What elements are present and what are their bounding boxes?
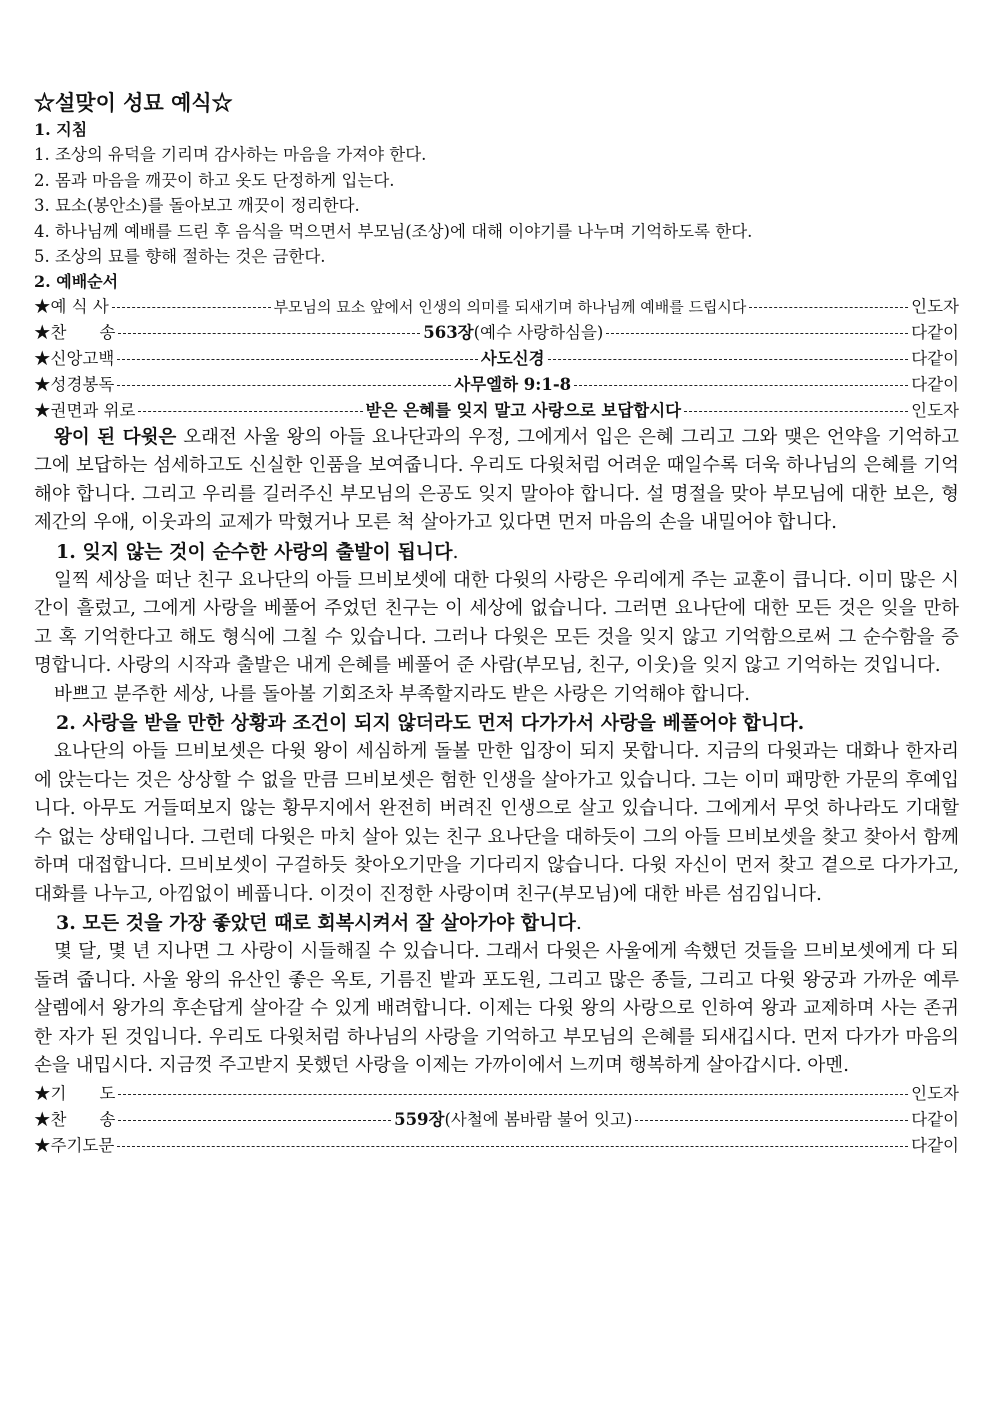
order-row-lords-prayer [34, 1133, 959, 1159]
dash-leader [118, 1094, 908, 1095]
order-leader: 다같이 [911, 1135, 959, 1155]
scripture-reference: 사무엘하 9:1-8 [454, 374, 572, 394]
order-leader: 다같이 [911, 1109, 960, 1129]
dash-leader [684, 411, 908, 412]
dash-leader [138, 411, 362, 412]
dash-leader [118, 333, 420, 334]
order-label: ★기 도 [34, 1083, 116, 1103]
sermon-point-3-paragraph: 몇 달, 몇 년 지나면 그 사랑이 시들해질 수 있습니다. 그래서 다윗은 사울에게 속했던 것들을 므비보셋에게 다 되돌려 줍니다. 사울 왕의 유산인 좋은 옥토, 기름진 밭과 포도원, 그리고 많은 종들, 그리고 다윗 왕궁과 가까운 예루살렘에서 왕가의 후손답게 살아갈 수 있게 배려합니다. 이제는 다윗 왕의 사랑으로 인하여 왕과 교제하며 사는 존귀한 자가 된 것입니다. 우리도 다윗처럼 하나님의 사랑을 기억하고 부모님의 은혜를 되새깁시다. 먼저 다가가 마음의 손을 내밉시다. 지금껏 주고받지 못했던 사랑을 이제는 가까이에서 느끼며 행복하게 살아갑시다. 아멘. [34, 941, 959, 1076]
dash-leader [574, 385, 908, 386]
order-row-opening [34, 294, 959, 320]
order-row-prayer [34, 1081, 959, 1107]
order-label: ★권면과 위로 [34, 400, 136, 420]
hymn-number: 559장 [394, 1109, 445, 1129]
dash-leader [117, 385, 451, 386]
order-label: ★주기도문 [34, 1135, 115, 1155]
order-row-sermon [34, 398, 959, 424]
sermon-intro-text: 오래전 사울 왕의 아들 요나단과의 우정, 그에게서 입은 은혜 그리고 그와 맺은 언약을 기억하고 그에 보답하는 섬세하고도 신실한 인품을 보여줍니다. 우리도 다윗처럼 어려운 때일수록 더욱 하나님의 은혜를 기억해야 합니다. 그리고 우리를 길러주신 부모님의 은공도 잊지 말아야 합니다. 설 명절을 맞아 부모님에 대한 보은, 형제간의 우애, 이웃과의 교제가 막혔거나 모른 척 살아가고 있다면 먼저 마음의 손을 내밀어야 합니다. [34, 426, 960, 533]
order-row-reading [34, 372, 959, 398]
guideline-item: 2. 몸과 마음을 깨끗이 하고 옷도 단정하게 입는다. [34, 170, 395, 190]
sermon-point-1-paragraph: 일찍 세상을 떠난 친구 요나단의 아들 므비보셋에 대한 다윗의 사랑은 우리에게 주는 교훈이 큽니다. 이미 많은 시간이 흘렀고, 그에게 사랑을 베풀어 주었던 친구는 이 세상에 없습니다. 그러면 요나단에 대한 모든 것은 잊을 만하고 혹 기억한다고 해도 형식에 그칠 수 있습니다. 그러나 다윗은 모든 것을 잊지 않고 기억함으로써 그 순수함을 증명합니다. 사랑의 시작과 출발은 내게 은혜를 베풀어 준 사람(부모님, 친구, 이웃)을 잊지 않고 기억하는 것입니다. [34, 569, 959, 676]
order-heading: 2. 예배순서 [34, 271, 119, 291]
dash-leader [117, 1146, 908, 1147]
hymn-name: (예수 사랑하심을) [473, 322, 604, 342]
dash-leader [606, 333, 908, 334]
order-label: ★성경봉독 [34, 374, 115, 394]
order-label: ★예 식 사 [34, 296, 109, 316]
order-leader: 다같이 [911, 374, 960, 394]
order-label: ★찬 송 [34, 322, 116, 342]
order-item-title: 사도신경 [480, 348, 545, 368]
sermon-intro [34, 424, 959, 538]
order-row-creed [34, 346, 959, 372]
order-description: 부모님의 묘소 앞에서 인생의 의미를 되새기며 하나님께 예배를 드립시다 [273, 297, 747, 316]
order-leader: 다같이 [911, 348, 960, 368]
order-row-hymn-closing [34, 1107, 959, 1133]
guideline-item: 5. 조상의 묘를 향해 절하는 것은 금한다. [34, 247, 326, 266]
sermon-point-1-paragraph: 바쁘고 분주한 세상, 나를 돌아볼 기회조차 부족할지라도 받은 사랑은 기억해야 합니다. [54, 683, 751, 705]
guideline-item: 3. 묘소(봉안소)를 돌아보고 깨끗이 정리한다. [34, 196, 360, 215]
dash-leader [112, 307, 271, 308]
sermon-point-1-title: 1. 잊지 않는 것이 순수한 사랑의 출발이 됩니다. [56, 540, 459, 563]
sermon-point-2-paragraph: 요나단의 아들 므비보셋은 다윗 왕이 세심하게 돌볼 만한 입장이 되지 못합니다. 지금의 다윗과는 대화나 한자리에 앉는다는 것은 상상할 수 없을 만큼 므비보셋은 험한 인생을 살아가고 있습니다. 그는 이미 패망한 가문의 후예입니다. 아무도 거들떠보지 않는 황무지에서 완전히 버려진 인생으로 살고 있습니다. 그에게서 무엇 하나라도 기대할 수 없는 상태입니다. 그런데 다윗은 마치 살아 있는 친구 요나단을 대하듯이 그의 아들 므비보셋을 찾고 찾아서 함께하며 대접합니다. 므비보셋이 구걸하듯 찾아오기만을 기다리지 않습니다. 다윗 자신이 먼저 찾고 곁으로 다가가고, 대화를 나누고, 아낌없이 베풉니다. 이것이 진정한 사랑이며 친구(부모님)에 대한 바른 섬김입니다. [34, 741, 959, 905]
document-title: ☆설맞이 성묘 예식☆ [34, 90, 233, 115]
order-leader: 인도자 [911, 1083, 959, 1103]
order-label: ★신앙고백 [34, 348, 115, 368]
order-hymn-title [394, 1107, 632, 1133]
sermon-point-3-title: 3. 모든 것을 가장 좋았던 때로 회복시켜서 잘 살아가야 합니다. [56, 912, 582, 934]
dash-leader [118, 1120, 391, 1121]
sermon-point-2-title: 2. 사랑을 받을 만한 상황과 조건이 되지 않더라도 먼저 다가가서 사랑을 베풀어야 합니다. [56, 712, 805, 734]
dash-leader [749, 307, 908, 308]
hymn-name: (사철에 봄바람 불어 잇고) [444, 1109, 633, 1129]
dash-leader [635, 1120, 908, 1121]
sermon-title: 받은 은혜를 잊지 말고 사랑으로 보답합시다 [365, 400, 682, 420]
order-label: ★찬 송 [34, 1109, 116, 1129]
order-row-hymn [34, 320, 959, 346]
guidelines-heading: 1. 지침 [34, 120, 88, 139]
document-page [34, 88, 959, 1159]
order-leader: 인도자 [911, 400, 959, 420]
dash-leader [548, 359, 909, 360]
order-hymn-title [423, 320, 603, 346]
guideline-item: 1. 조상의 유덕을 기리며 감사하는 마음을 가져야 한다. [34, 145, 427, 164]
hymn-number: 563장 [423, 322, 474, 342]
dash-leader [117, 359, 478, 360]
order-leader: 인도자 [911, 296, 959, 316]
order-leader: 다같이 [911, 322, 959, 342]
guideline-item: 4. 하나님께 예배를 드린 후 음식을 먹으면서 부모님(조상)에 대해 이야기를 나누며 기억하도록 한다. [34, 221, 753, 241]
sermon-intro-bold: 왕이 된 다윗은 [54, 426, 177, 448]
